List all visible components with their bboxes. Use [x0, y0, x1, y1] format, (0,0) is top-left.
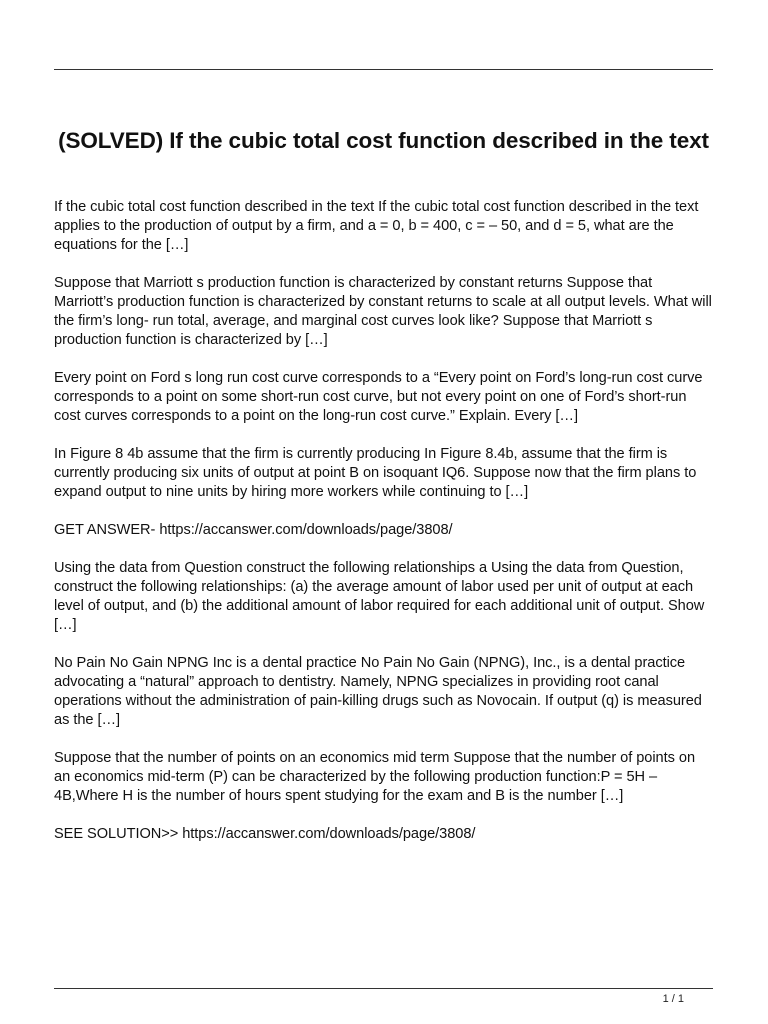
paragraph-marriott: Suppose that Marriott s production function is characterized by constant returns Suppose that Marriott’s production function is characterized by constant returns to scale at all output levels. What will the firm’s long- run total, average, and marginal cost curves look like? Suppose that Marriott s production function is characterized by […] [54, 275, 712, 348]
paragraph-figure-8-4b: In Figure 8 4b assume that the firm is currently producing In Figure 8.4b, assume that the firm is currently producing six units of output at point B on isoquant IQ6. Suppose now that the firm plans to expand output to nine units by hiring more workers while continuing to […] [54, 446, 697, 500]
see-solution-link[interactable]: SEE SOLUTION>> https://accanswer.com/downloads/page/3808/ [54, 826, 476, 842]
document-title: (SOLVED) If the cubic total cost function described in the text [58, 128, 709, 153]
header-rule [54, 69, 713, 70]
paragraph-labor-data: Using the data from Question construct the following relationships a Using the data from Question, construct the following relationships: (a) the average amount of labor used per unit of output at each level of output, and (b) the additional amount of labor required for each additional unit of output. Show […] [54, 560, 705, 633]
get-answer-link[interactable]: GET ANSWER- https://accanswer.com/downloads/page/3808/ [54, 522, 453, 538]
document-body [54, 198, 714, 863]
paragraph-ford: Every point on Ford s long run cost curve corresponds to a “Every point on Ford’s long-run cost curve corresponds to a point on some short-run cost curve, but not every point on one of Ford’s short-run cost curves corresponds to a point on the long-run cost curve.” Explain. Every […] [54, 370, 703, 424]
footer-rule [54, 988, 713, 989]
paragraph-cubic-cost: If the cubic total cost function described in the text If the cubic total cost function described in the text applies to the production of output by a firm, and a = 0, b = 400, c = – 50, and d = 5, what are the equations for the […] [54, 199, 699, 253]
paragraph-midterm-points: Suppose that the number of points on an economics mid term Suppose that the number of points on an economics mid-term (P) can be characterized by the following production function:P = 5H – 4B,Where H is the number of hours spent studying for the exam and B is the number […] [54, 750, 696, 804]
paragraph-npng: No Pain No Gain NPNG Inc is a dental practice No Pain No Gain (NPNG), Inc., is a dental practice advocating a “natural” approach to dentistry. Namely, NPNG specializes in providing root canal operations without the administration of pain-killing drugs such as Novocain. If output (q) is measured as the […] [54, 655, 702, 728]
page-number: 1 / 1 [662, 993, 684, 1005]
